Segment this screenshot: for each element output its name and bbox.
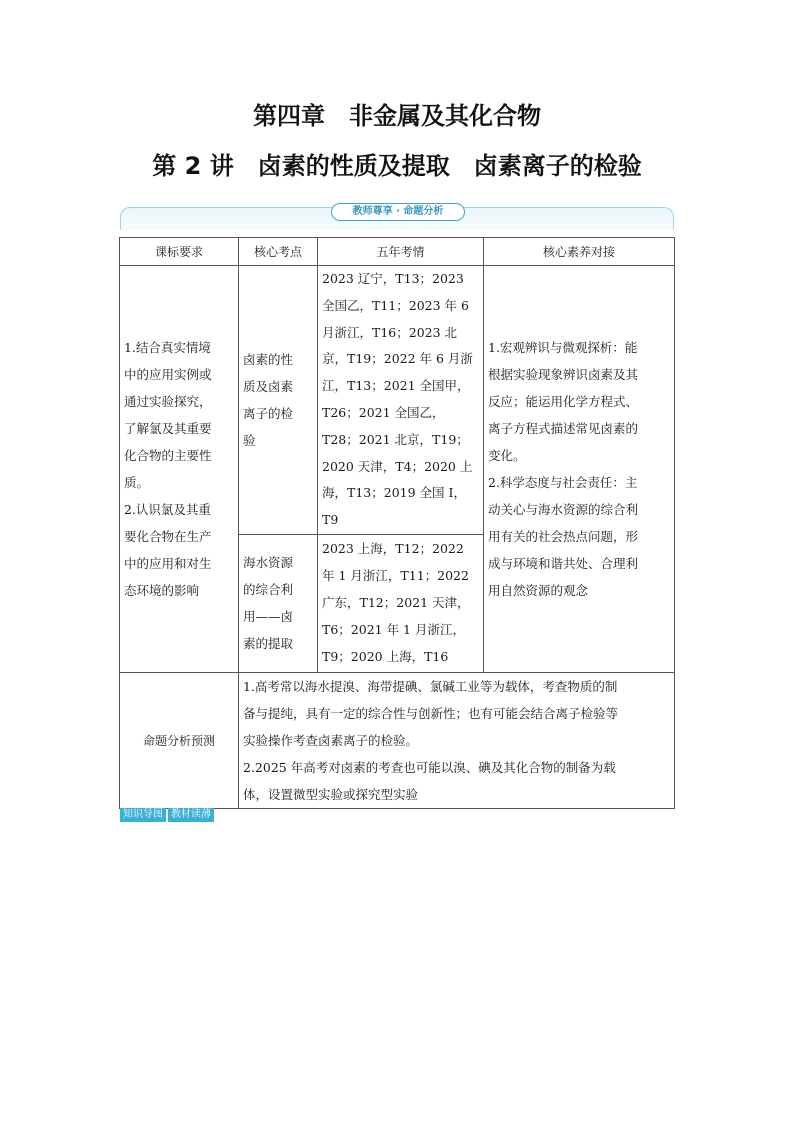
header-curriculum: 课标要求 [120, 238, 239, 266]
topic-cell-1 [239, 266, 318, 535]
curriculum-cell [120, 266, 239, 673]
literacy-cell [484, 266, 675, 673]
prediction-cell [239, 672, 675, 808]
topic-cell-2 [239, 534, 318, 672]
analysis-table [119, 237, 675, 809]
table-row [120, 672, 675, 808]
teacher-banner [120, 207, 674, 230]
topic-text-1: 卤素的性 质及卤素 离子的检 验 [243, 351, 294, 448]
exams-text-1: 2023 辽宁，T13；2023 全国乙，T11；2023 年 6 月浙江，T16；2023 北 京，T19；2022 年 6 月浙 江，T13；2021 全国甲， T26；2021 全国乙， T28；2021 北京，T19； 2020 天津，T4；2020 上 海，T13；2019 全国 I， T9 [322, 271, 473, 528]
header-core-topic: 核心考点 [239, 238, 318, 266]
table-row [120, 266, 675, 535]
topic-text-2: 海水资源 的综合利 用——卤 素的提取 [243, 555, 294, 652]
header-five-year: 五年考情 [318, 238, 484, 266]
exams-text-2: 2023 上海，T12；2022 年 1 月浙江，T11；2022 广东，T12；2021 天津， T6；2021 年 1 月浙江， T9；2020 上海，T16 [322, 541, 470, 664]
tag-textbook-reading: 教材读薄 [168, 808, 214, 822]
literacy-text: 1.宏观辨识与微观探析：能 根据实验现象辨识卤素及其 反应；能运用化学方程式、 离子方程式描述常见卤素的 变化。 2.科学态度与社会责任：主 动关心与海水资源的综合利 用有关的社会热点问题，形 成与环境和谐共处、合理利 用自然资源的观念 [488, 339, 639, 598]
header-literacy: 核心素养对接 [484, 238, 675, 266]
exams-cell-2 [318, 534, 484, 672]
banner-label: 教师尊享 · 命题分析 [331, 203, 465, 221]
section-tags [120, 808, 214, 822]
exams-cell-1 [318, 266, 484, 535]
table-header-row [120, 238, 675, 266]
curriculum-text: 1.结合真实情境 中的应用实例或 通过实验探究， 了解氯及其重要 化合物的主要性 质。 2.认识氯及其重 要化合物在生产 中的应用和对生 态环境的影响 [124, 339, 212, 598]
prediction-label: 命题分析预测 [120, 672, 239, 808]
tag-knowledge-map: 知识导图 [120, 808, 166, 822]
chapter-title: 第四章 非金属及其化合物 [253, 102, 541, 130]
prediction-text: 1.高考常以海水提溴、海带提碘、氯碱工业等为载体，考查物质的制 备与提纯，具有一定的综合性与创新性；也有可能会结合离子检验等 实验操作考查卤素离子的检验。 2.2025 年高考对卤素的考查也可能以溴、碘及其化合物的制备为载 体，设置微型实验或探究型实验 [243, 678, 619, 802]
lesson-title: 第 2 讲 卤素的性质及提取 卤素离子的检验 [152, 152, 642, 180]
